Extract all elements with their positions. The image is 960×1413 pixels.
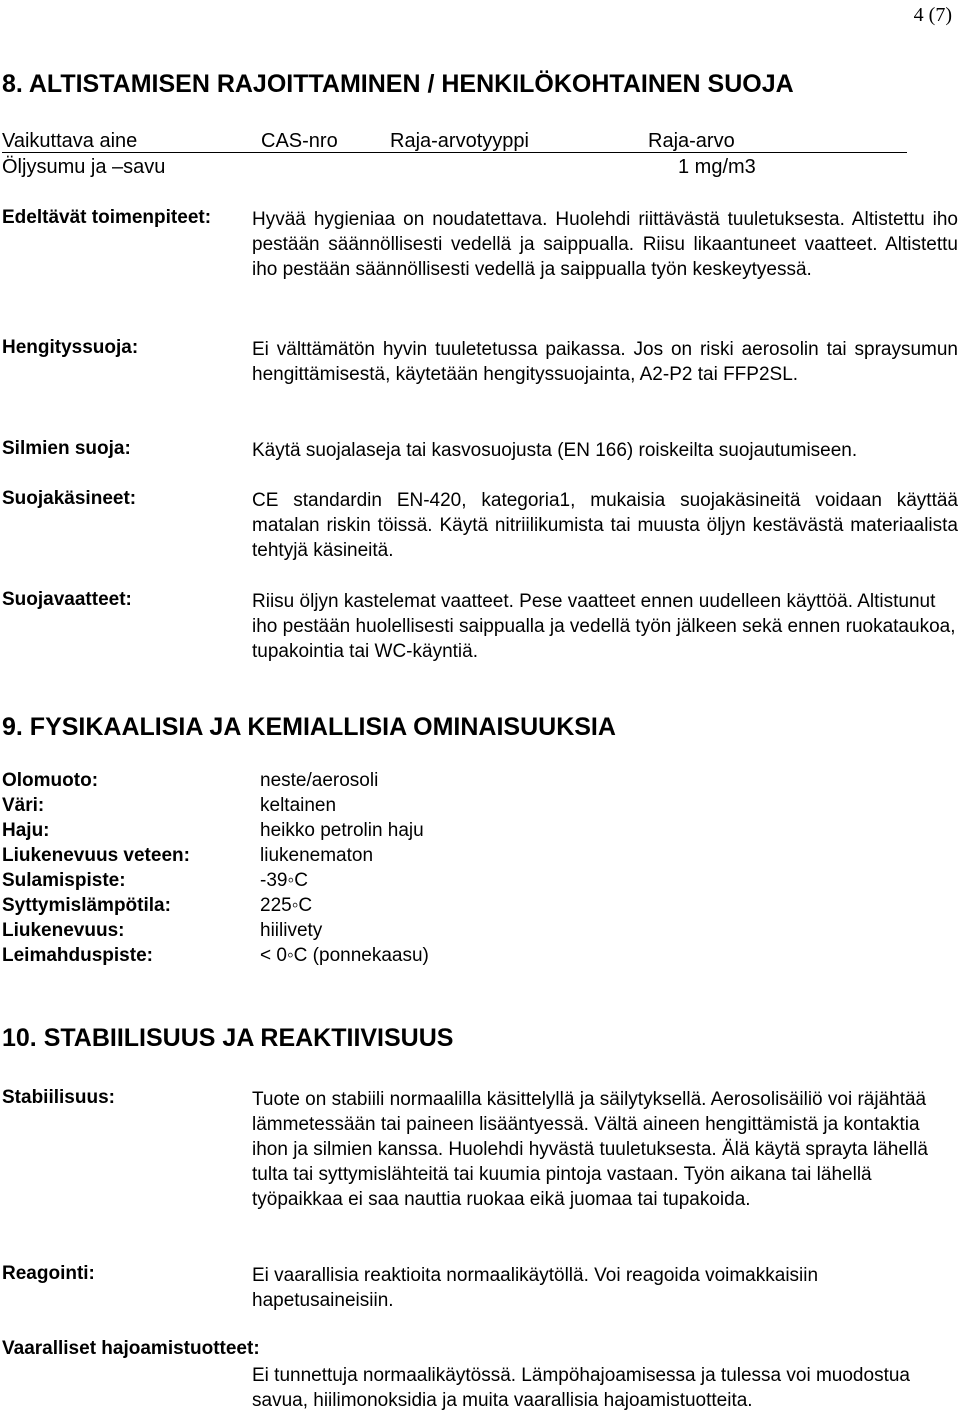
label-protective-clothing: Suojavaatteet: bbox=[2, 589, 132, 610]
text-protective-clothing: Riisu öljyn kastelemat vaatteet. Pese vaatteet ennen uudelleen käyttöä. Altistunut iho pestään huolellisesti saippualla ja vedellä työn jälkeen sekä ennen ruokataukoa, tupakointia tai WC-käyntiä. bbox=[252, 591, 956, 662]
text-gloves: CE standardin EN-420, kategoria1, mukaisia suojakäsineitä voidaan käyttää matalan riskin töissä. Käytä nitriilikumista tai muusta öljyn kestävästä materiaalista tehtyjä käsineitä. bbox=[252, 490, 958, 561]
label-eye-protection: Silmien suoja: bbox=[2, 438, 131, 459]
label-reactivity: Reagointi: bbox=[2, 1263, 95, 1284]
property-label: Väri: bbox=[2, 795, 45, 816]
property-value: hiilivety bbox=[260, 920, 323, 941]
property-value: liukenematon bbox=[260, 845, 374, 866]
section-9-title: 9. FYSIKAALISIA JA KEMIALLISIA OMINAISUUKSIA bbox=[2, 713, 616, 741]
table-cell-limit-value: 1 mg/m3 bbox=[678, 156, 756, 178]
label-gloves: Suojakäsineet: bbox=[2, 488, 137, 509]
label-stability: Stabiilisuus: bbox=[2, 1087, 115, 1108]
section-10-title: 10. STABIILISUUS JA REAKTIIVISUUS bbox=[2, 1024, 454, 1052]
table-header-substance: Vaikuttava aine bbox=[2, 130, 138, 152]
property-value: -39◦C bbox=[260, 870, 308, 891]
property-label: Sulamispiste: bbox=[2, 870, 126, 891]
label-decomposition-products: Vaaralliset hajoamistuotteet: bbox=[2, 1338, 260, 1359]
text-precautions: Hyvää hygieniaa on noudatettava. Huolehdi riittävästä tuuletuksesta. Altistettu iho pestään säännöllisesti vedellä ja saippualla. Riisu likaantuneet vaatteet. Altistettu iho pestään säännöllisesti vedellä ja saippualla työn keskeytyessä. bbox=[252, 209, 958, 280]
table-header-limit-type: Raja-arvotyyppi bbox=[390, 130, 529, 152]
table-header-cas: CAS-nro bbox=[261, 130, 338, 152]
property-label: Liukenevuus: bbox=[2, 920, 125, 941]
table-cell-substance: Öljysumu ja –savu bbox=[2, 156, 166, 178]
property-value: 225◦C bbox=[260, 895, 313, 916]
page-number: 4 (7) bbox=[913, 4, 952, 26]
table-header-limit-value: Raja-arvo bbox=[648, 130, 735, 152]
property-label: Liukenevuus veteen: bbox=[2, 845, 190, 866]
text-reactivity: Ei vaarallisia reaktioita normaalikäytöllä. Voi reagoida voimakkaisiin hapetusaineisiin. bbox=[252, 1265, 819, 1311]
text-eye-protection: Käytä suojalaseja tai kasvosuojusta (EN 166) roiskeilta suojautumiseen. bbox=[252, 440, 858, 461]
label-respiratory: Hengityssuoja: bbox=[2, 337, 139, 358]
label-precautions: Edeltävät toimenpiteet: bbox=[2, 207, 212, 228]
property-label: Syttymislämpötila: bbox=[2, 895, 171, 916]
property-value: heikko petrolin haju bbox=[260, 820, 424, 841]
text-stability: Tuote on stabiili normaalilla käsittelyllä ja säilytyksellä. Aerosolisäiliö voi räjähtää lämmetessään tai paineen lisääntyessä. Vältä aineen hengittämistä ja kontaktia ihon ja silmien kanssa. Huolehdi hyvästä tuuletuksesta. Älä käytä sprayta lähellä tulta tai syttymislähteitä tai kuumia pintoja vastaan. Työn aikana tai lähellä työpaikkaa ei saa nauttia ruokaa eikä juomaa tai tupakoida. bbox=[252, 1089, 928, 1210]
section-8-title: 8. ALTISTAMISEN RAJOITTAMINEN / HENKILÖKOHTAINEN SUOJA bbox=[2, 70, 794, 98]
property-value: < 0◦C (ponnekaasu) bbox=[260, 945, 429, 966]
property-value: keltainen bbox=[260, 795, 337, 816]
text-decomposition-products: Ei tunnettuja normaalikäytössä. Lämpöhajoamisessa ja tulessa voi muodostua savua, hiilimonoksidia ja muita vaarallisia hajoamistuotteita. bbox=[252, 1365, 910, 1411]
property-value: neste/aerosoli bbox=[260, 770, 379, 791]
property-label: Haju: bbox=[2, 820, 50, 841]
property-label: Olomuoto: bbox=[2, 770, 99, 791]
table-header-rule bbox=[2, 152, 907, 153]
property-label: Leimahduspiste: bbox=[2, 945, 153, 966]
text-respiratory: Ei välttämätön hyvin tuuletetussa paikassa. Jos on riski aerosolin tai spraysumun hengittämisestä, käytetään hengityssuojainta, A2-P2 tai FFP2SL. bbox=[252, 339, 958, 385]
